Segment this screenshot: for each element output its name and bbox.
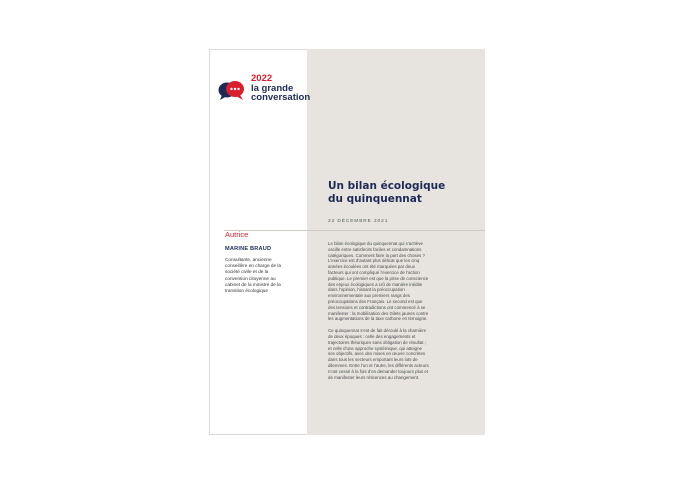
body-line: catégoriques. Comment faire la part des choses ? — [328, 252, 425, 258]
brand-logo — [218, 74, 318, 114]
logo-year: 2022 — [251, 73, 273, 84]
author-bio — [225, 257, 300, 294]
body-line: des enjeux écologiques a crû de manière inédite — [328, 281, 423, 287]
body-line: L’exercice est d’autant plus délicat que les cinq — [328, 258, 420, 264]
body-line: années écoulées ont été marquées par deux — [328, 264, 415, 270]
article-body — [328, 241, 478, 380]
body-line: publique. Le premier est que la prise de conscience — [328, 275, 429, 281]
bio-line: convention citoyenne au — [225, 275, 276, 281]
page-title — [328, 180, 478, 206]
logo-wordmark — [251, 74, 310, 103]
body-line: facteurs qui ont compliqué l’exercice de l’action — [328, 269, 420, 275]
body-line: n’ont cessé à la fois d’en demander toujours plus et — [328, 368, 429, 374]
title-line: Un bilan écologique — [328, 180, 446, 192]
body-line: dans tous les secteurs emportant leurs lots de — [328, 357, 418, 363]
body-line: des tensions et contradictions ont commencé à se — [328, 304, 426, 310]
logo-line-1: la grande — [251, 82, 294, 94]
speech-bubbles-icon — [218, 80, 248, 100]
logo-line-2: conversation — [251, 92, 311, 103]
paragraph-2 — [328, 328, 478, 380]
body-line: trajectoires théoriques sans obligation de résultat ; — [328, 339, 426, 345]
bio-line: transition écologique — [225, 288, 268, 294]
body-line: ses objectifs, avec des mises en œuvre concrètes — [328, 351, 426, 357]
body-line: dilemmes. Entre l’un et l’autre, les différents acteurs — [328, 362, 429, 368]
body-line: dans l’opinion, hissant la préoccupation — [328, 287, 405, 293]
body-line: les augmentations de la taxe carbone en témoigne. — [328, 316, 428, 322]
body-line: préoccupations des Français. Le second est que — [328, 298, 423, 304]
paragraph-1 — [328, 241, 478, 322]
title-line: du quinquennat — [328, 193, 422, 205]
author-label: Autrice — [225, 230, 249, 239]
bio-line: cabinet de la ministre de la — [225, 281, 281, 287]
body-line: oscille entre satisfecits faciles et condamnations — [328, 246, 422, 252]
body-line: Le bilan écologique du quinquennat qui s’achève — [328, 241, 423, 246]
body-line: de manifester leurs réticences au changement. — [328, 374, 420, 380]
body-line: et celle d’une approche systémique, qui atteigne — [328, 345, 422, 351]
divider — [224, 230, 485, 231]
publication-date: 22 DÉCEMBRE 2021 — [328, 219, 389, 224]
body-line: de deux époques : celle des engagements et — [328, 333, 416, 339]
bio-line: conseillère en charge de la — [225, 263, 282, 269]
bio-line: société civile et de la — [225, 269, 269, 275]
body-line: manifester : la mobilisation des Gilets jaunes contre — [328, 310, 429, 316]
author-name: MARINE BRAUD — [225, 246, 272, 252]
body-line: environnementale aux premiers rangs des — [328, 293, 411, 299]
body-line: Ce quinquennat s’est de fait déroulé à la charnière — [328, 328, 427, 334]
bio-line: Consultante, ancienne — [225, 257, 272, 262]
